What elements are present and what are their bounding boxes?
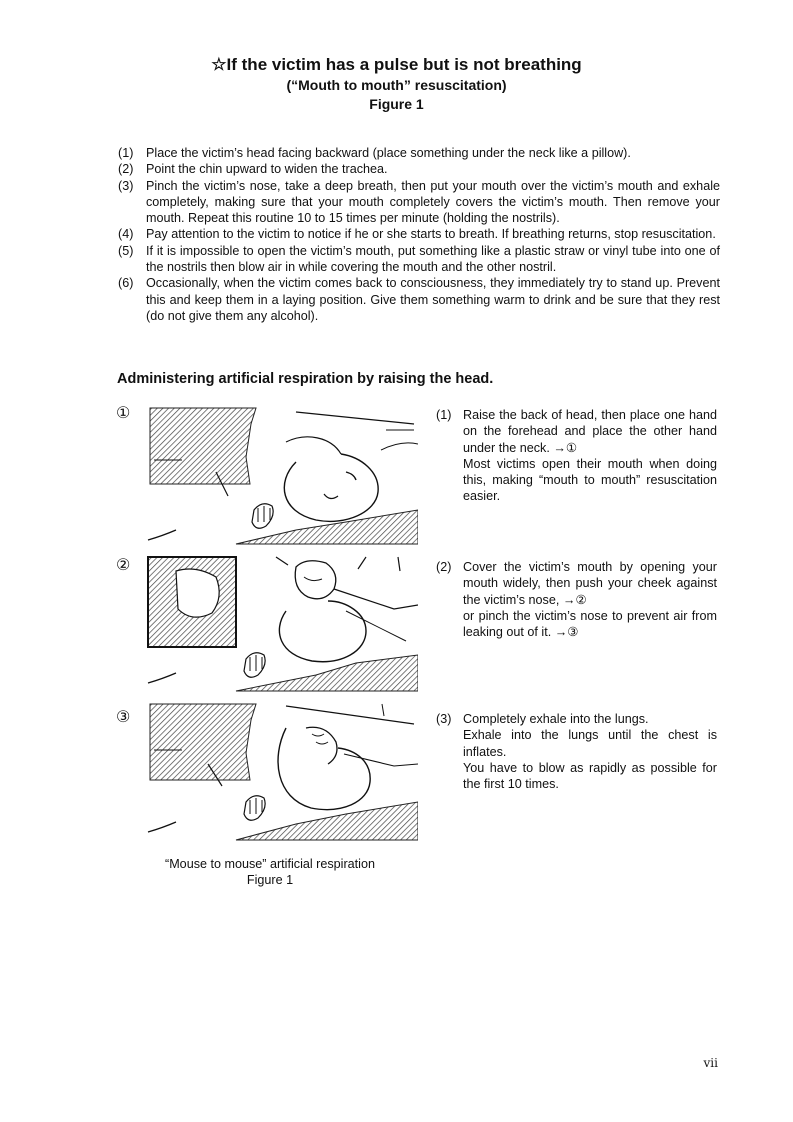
step-number: (2) [436,560,452,574]
description-line: Raise the back of head, then place one hand on the forehead and place the other hand under the neck. →① [463,408,717,455]
description-text [463,559,717,640]
step-text: Point the chin upward to widen the trachea. [146,162,388,177]
list-item [118,275,720,324]
figure-2-description [436,559,717,640]
page-number: vii [703,1056,718,1070]
step-number: (6) [118,276,134,291]
description-line: Exhale into the lungs until the chest is inflates. [463,728,717,759]
step-text: If it is impossible to open the victim’s mouth, put something like a plastic straw or vinyl tube into one of the nostrils then blow air in while covering the mouth and the other nostril. [146,243,720,275]
list-item [436,559,717,640]
list-item [118,243,720,276]
description-line: or pinch the victim’s nose to prevent air from leaking out of it. →③ [463,608,717,640]
list-item [118,145,720,161]
step-number: (1) [118,146,134,160]
step-number: (3) [118,178,134,193]
page-title: ☆If the victim has a pulse but is not breathing [211,55,582,74]
step-number: (2) [118,162,134,177]
figure-1-description [436,407,717,505]
illustration-1 [146,402,418,547]
figure-marker-2: ② [116,557,131,574]
step-number: (1) [436,408,452,422]
instruction-list [118,145,720,324]
page-subtitle: (“Mouth to mouth” resuscitation) [286,77,507,93]
illustration-3 [146,698,418,843]
caption-line-1: “Mouse to mouse” artificial respiration [165,857,375,871]
step-text: Place the victim’s head facing backward (place something under the neck like a pillow). [146,146,631,160]
list-item [118,178,720,227]
description-text [463,407,717,505]
caption-line-2: Figure 1 [246,873,294,888]
list-item [118,226,720,242]
step-number: (4) [118,227,134,242]
description-line: Cover the victim’s mouth by opening your mouth widely, then push your cheek against the victim’s nose, →② [463,560,717,607]
step-number: (3) [436,712,452,726]
list-item [436,711,717,792]
figure-marker-3: ③ [116,709,131,726]
figure-caption [130,856,410,889]
step-text: Pinch the victim’s nose, take a deep breath, then put your mouth over the victim’s mouth and exhale completely, making sure that your mouth completely covers the victim’s mouth. Then remove your mouth. Repeat this routine 10 to 15 times per minute (holding the nostrils). [146,178,720,226]
title-block [0,54,793,114]
figure-marker-1: ① [116,405,131,422]
description-text [463,711,717,792]
illustration-2 [146,551,418,693]
description-line: You have to blow as rapidly as possible for the first 10 times. [463,760,717,792]
step-number: (5) [118,243,134,258]
description-line: Most victims open their mouth when doing this, making “mouth to mouth” resuscitation easier. [463,456,717,504]
figure-label: Figure 1 [369,96,424,112]
section-heading: Administering artificial respiration by raising the head. [117,371,494,387]
list-item [436,407,717,505]
step-text: Pay attention to the victim to notice if he or she starts to breath. If breathing returns, stop resuscitation. [146,227,716,242]
description-line: Completely exhale into the lungs. [463,712,649,726]
step-text: Occasionally, when the victim comes back to consciousness, they immediately try to stand up. Prevent this and keep them in a laying position. Give them something warm to drink and be sure that they rest (do not give them any alcohol). [146,276,720,323]
list-item [118,161,720,177]
figure-3-description [436,711,717,792]
